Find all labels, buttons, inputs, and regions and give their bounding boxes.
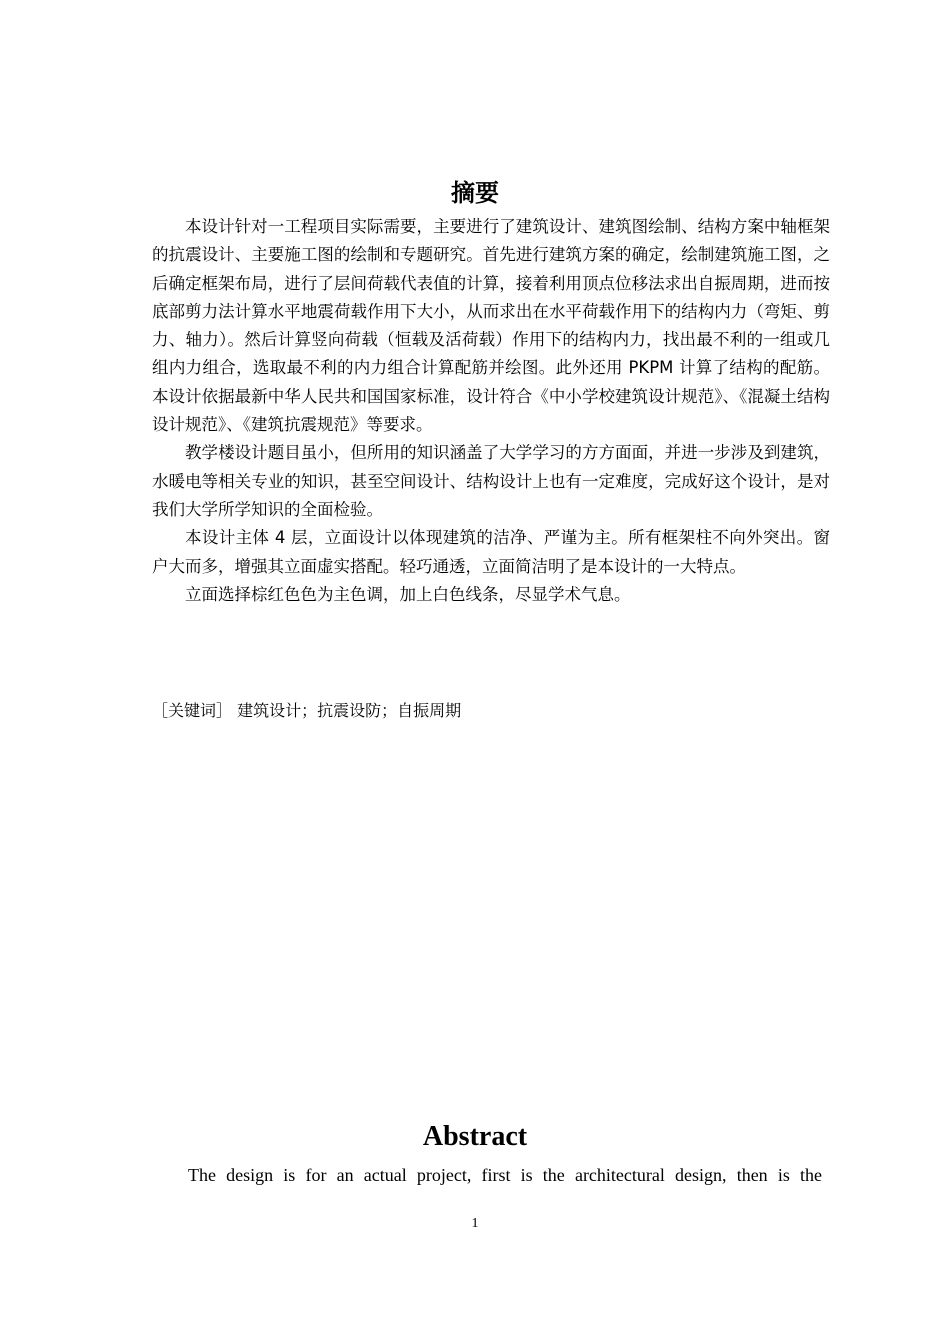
english-abstract-first-line: The design is for an actual project, first is the architectural design, then is the — [188, 1165, 822, 1185]
abstract-paragraph-3: 本设计主体 4 层，立面设计以体现建筑的洁净、严谨为主。所有框架柱不向外突出。窗户大而多，增强其立面虚实搭配。轻巧通透，立面简洁明了是本设计的一大特点。 — [152, 528, 830, 576]
keywords-line: ［关键词］ 建筑设计；抗震设防；自振周期 — [152, 701, 462, 720]
english-abstract-title: Abstract — [422, 1121, 528, 1152]
abstract-paragraph-4: 立面选择棕红色色为主色调，加上白色线条，尽显学术气息。 — [185, 584, 631, 604]
abstract-paragraph-2: 教学楼设计题目虽小，但所用的知识涵盖了大学学习的方方面面，并进一步涉及到建筑，水暖电等相关专业的知识，甚至空间设计、结构设计上也有一定难度，完成好这个设计，是对我们大学所学知识的全面检验。 — [152, 443, 830, 519]
abstract-paragraph-1: 本设计针对一工程项目实际需要，主要进行了建筑设计、建筑图绘制、结构方案中轴框架的抗震设计、主要施工图的绘制和专题研究。首先进行建筑方案的确定，绘制建筑施工图，之后确定框架布局，进行了层间荷载代表值的计算，接着利用顶点位移法求出自振周期，进而按底部剪力法计算水平地震荷载作用下大小，从而求出在水平荷载作用下的结构内力（弯矩、剪力、轴力）。然后计算竖向荷载（恒载及活荷载）作用下的结构内力，找出最不利的一组或几组内力组合，选取最不利的内力组合计算配筋并绘图。此外还用 PKPM 计算了结构的配筋。本设计依据最新中华人民共和国国家标准，设计符合《中小学校建筑设计规范》、《混凝土结构设计规范》、《建筑抗震规范》等要求。 — [152, 217, 830, 435]
page-number: 1 — [471, 1216, 479, 1231]
chinese-abstract-title: 摘要 — [451, 179, 499, 207]
chinese-abstract-body — [152, 213, 830, 609]
